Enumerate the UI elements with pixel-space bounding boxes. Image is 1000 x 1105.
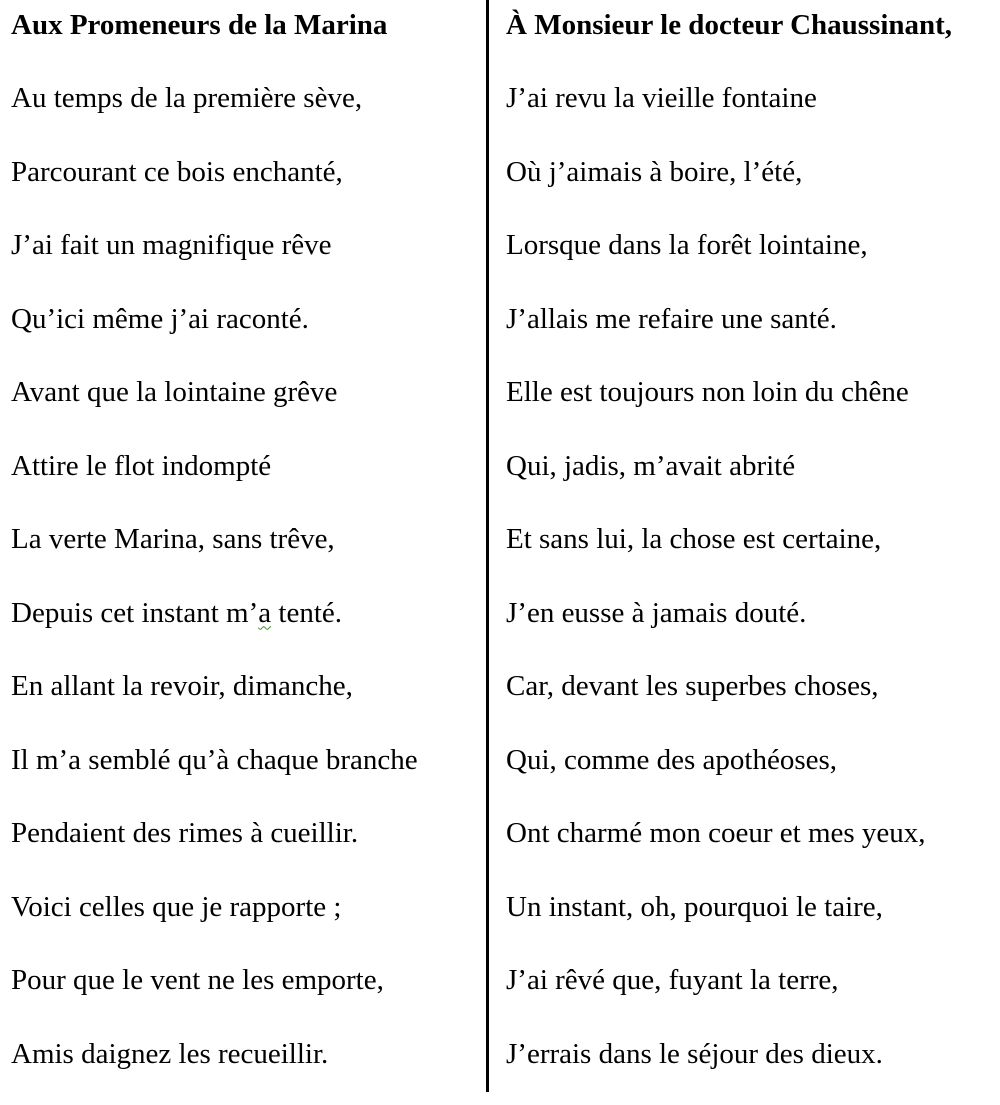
verse-line: Voici celles que je rapporte ; <box>11 885 418 959</box>
verse-line: Lorsque dans la forêt lointaine, <box>506 223 926 297</box>
verse-line: Parcourant ce bois enchanté, <box>11 150 418 224</box>
verse-line: J’en eusse à jamais douté. <box>506 591 926 665</box>
verse-line: Pendaient des rimes à cueillir. <box>11 811 418 885</box>
left-poem-verses <box>11 76 418 1105</box>
verse-line: Elle est toujours non loin du chêne <box>506 370 926 444</box>
verse-line: J’allais me refaire une santé. <box>506 297 926 371</box>
verse-line: Avant que la lointaine grêve <box>11 370 418 444</box>
verse-line: Qui, comme des apothéoses, <box>506 738 926 812</box>
right-poem-column <box>489 0 1000 1092</box>
left-poem-title: Aux Promeneurs de la Marina <box>11 4 387 46</box>
verse-line: Au temps de la première sève, <box>11 76 418 150</box>
verse-segment: Depuis cet instant m’ <box>11 597 258 629</box>
right-poem-verses <box>506 76 926 1105</box>
verse-line: La verte Marina, sans trêve, <box>11 517 418 591</box>
verse-line: Qu’ici même j’ai raconté. <box>11 297 418 371</box>
verse-line: Il m’a semblé qu’à chaque branche <box>11 738 418 812</box>
verse-line: J’errais dans le séjour des dieux. <box>506 1032 926 1105</box>
right-poem-title: À Monsieur le docteur Chaussinant, <box>506 4 952 46</box>
verse-line: Qui, jadis, m’avait abrité <box>506 444 926 518</box>
verse-segment: tenté. <box>271 597 342 629</box>
verse-line: Ont charmé mon coeur et mes yeux, <box>506 811 926 885</box>
verse-line: Et sans lui, la chose est certaine, <box>506 517 926 591</box>
verse-line: En allant la revoir, dimanche, <box>11 664 418 738</box>
verse-line: Amis daignez les recueillir. <box>11 1032 418 1105</box>
verse-line: J’ai revu la vieille fontaine <box>506 76 926 150</box>
verse-line: Un instant, oh, pourquoi le taire, <box>506 885 926 959</box>
left-poem-column <box>0 0 486 1092</box>
verse-line: Où j’aimais à boire, l’été, <box>506 150 926 224</box>
verse-line: J’ai rêvé que, fuyant la terre, <box>506 958 926 1032</box>
verse-line: Car, devant les superbes choses, <box>506 664 926 738</box>
verse-line <box>11 591 418 665</box>
verse-line: J’ai fait un magnifique rêve <box>11 223 418 297</box>
verse-line: Pour que le vent ne les emporte, <box>11 958 418 1032</box>
spellcheck-marked-word: a <box>258 597 271 629</box>
verse-line: Attire le flot indompté <box>11 444 418 518</box>
